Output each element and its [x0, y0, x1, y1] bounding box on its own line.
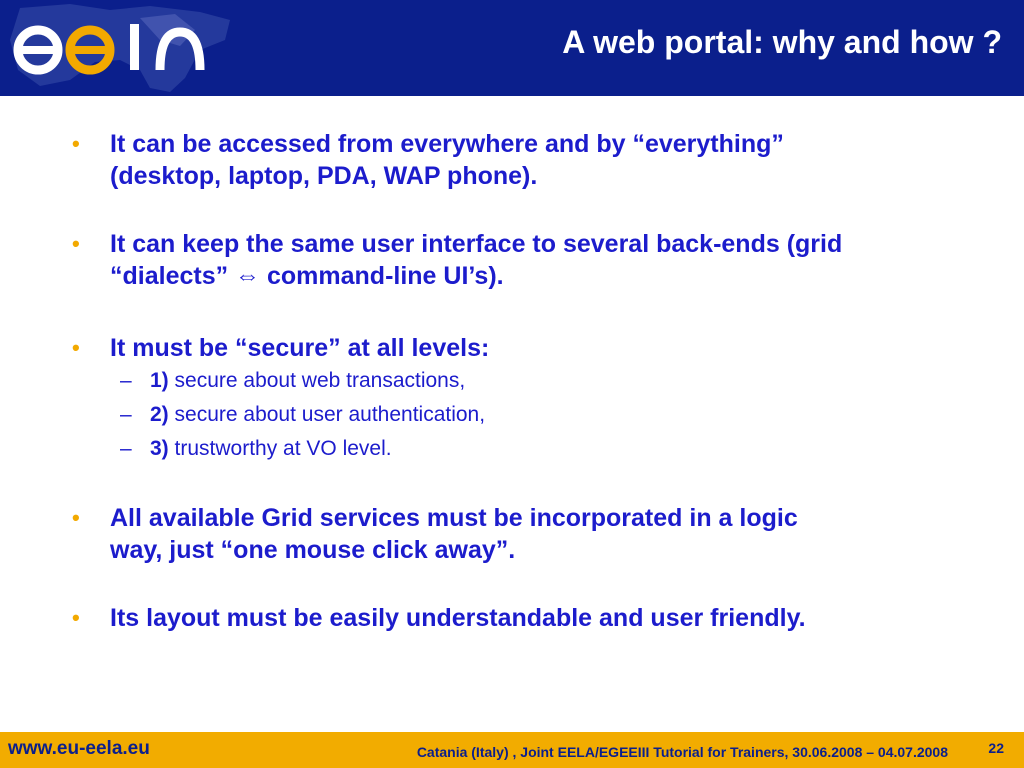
bullet-marker: •: [72, 335, 80, 360]
sub-bullet-text: secure about web transactions,: [168, 369, 466, 392]
bullet-text-line: way, just “one mouse click away”.: [110, 536, 516, 564]
sub-bullet-item: [120, 364, 1002, 398]
header-bar: [0, 0, 1024, 96]
bullet-text-line: (desktop, laptop, PDA, WAP phone).: [110, 162, 538, 190]
bullet-marker: •: [72, 231, 80, 256]
sub-bullet-number: 3): [150, 437, 169, 460]
sub-bullet-item: [120, 398, 1002, 432]
sub-bullet-marker: –: [120, 369, 132, 392]
bullet-item: [72, 602, 1002, 634]
sub-bullet-item: [120, 432, 1002, 466]
bullet-item: [72, 332, 1002, 364]
slide-content: [72, 128, 1002, 634]
eela-logo: [0, 0, 250, 96]
sub-bullet-marker: –: [120, 403, 132, 426]
bullet-text-line: It can keep the same user interface to several back-ends (grid: [110, 230, 843, 258]
bullet-text-line: It must be “secure” at all levels:: [110, 334, 490, 362]
bullet-item: [72, 502, 1002, 566]
bullet-text-line: Its layout must be easily understandable and user friendly.: [110, 604, 806, 632]
footer-bar: [0, 732, 1024, 768]
sub-bullet-number: 1): [150, 369, 169, 392]
sub-bullet-text: trustworthy at VO level.: [168, 437, 392, 460]
footer-event-info: Catania (Italy) , Joint EELA/EGEEIII Tutorial for Trainers, 30.06.2008 – 04.07.2008: [416, 744, 948, 760]
page-title: A web portal: why and how ?: [562, 24, 1002, 60]
bullet-marker: •: [72, 131, 80, 156]
bullet-item: [72, 128, 1002, 192]
bullet-text-line: “dialects” ⇔ command-line UI’s).: [110, 262, 504, 290]
sub-bullet-number: 2): [150, 403, 169, 426]
bullet-text-line: It can be accessed from everywhere and by “everything”: [110, 130, 784, 158]
eela-logo-icon: [0, 0, 250, 96]
bullet-marker: •: [72, 605, 80, 630]
bullet-marker: •: [72, 505, 80, 530]
bullet-text-line: All available Grid services must be incorporated in a logic: [110, 504, 798, 532]
page-number: 22: [988, 740, 1004, 756]
sub-bullet-text: secure about user authentication,: [168, 403, 486, 426]
bullet-item: [72, 228, 1002, 292]
footer-website-link[interactable]: www.eu-eela.eu: [8, 738, 150, 759]
sub-bullet-marker: –: [120, 437, 132, 460]
